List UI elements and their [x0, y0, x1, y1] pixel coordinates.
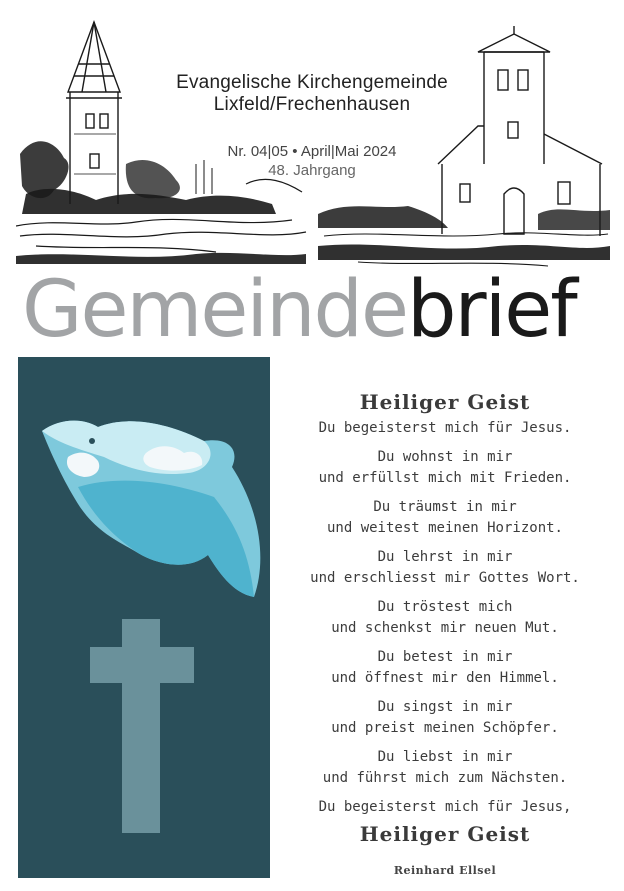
masthead-gemeinde: Gemeinde [22, 265, 408, 355]
poem-author: Reinhard Ellsel [393, 864, 497, 877]
poem-opening-line: Du begeisterst mich für Jesus. [318, 420, 572, 436]
congregation-line-1: Evangelische Kirchengemeinde [176, 72, 448, 93]
poem-line: Du träumst in mir [373, 499, 517, 515]
cross-icon [90, 619, 194, 833]
poem-line: Du lehrst in mir [377, 549, 513, 565]
poem-stanza [276, 447, 614, 489]
poem-stanza [276, 697, 614, 739]
masthead-brief: brief [407, 265, 576, 355]
poem-line: Du liebst in mir [377, 749, 513, 765]
poem-line: und führst mich zum Nächsten. [322, 770, 568, 786]
dove-icon [42, 421, 260, 597]
poem-line: Du betest in mir [377, 649, 513, 665]
masthead-title [22, 266, 612, 354]
poem-line: und öffnest mir den Himmel. [331, 670, 559, 686]
poem-line: und schenkst mir neuen Mut. [331, 620, 559, 636]
poem-line: Du wohnst in mir [377, 449, 513, 465]
poem-title: Heiliger Geist [359, 390, 531, 414]
congregation-line-2: Lixfeld/Frechenhausen [213, 94, 411, 115]
poem-line: und preist meinen Schöpfer. [331, 720, 559, 736]
poem-stanza [276, 747, 614, 789]
poem-line: und erfüllst mich mit Frieden. [318, 470, 572, 486]
poem-stanza [276, 597, 614, 639]
poem-line: und weitest meinen Horizont. [326, 520, 563, 536]
poem-line: Du singst in mir [377, 699, 513, 715]
volume-year: 48. Jahrgang [268, 162, 356, 179]
issue-number: Nr. 04|05 • April|Mai 2024 [227, 143, 397, 160]
poem-closing-line: Du begeisterst mich für Jesus, [318, 799, 572, 815]
dove-cross-artwork [18, 357, 270, 878]
poem-heiliger-geist [276, 390, 614, 877]
congregation-name [128, 72, 496, 116]
poem-stanza [276, 497, 614, 539]
poem-stanza [276, 547, 614, 589]
poem-line: und erschliesst mir Gottes Wort. [310, 570, 580, 586]
poem-stanza [276, 647, 614, 689]
poem-line: Du tröstest mich [377, 599, 513, 615]
poem-closing-title: Heiliger Geist [359, 822, 531, 846]
